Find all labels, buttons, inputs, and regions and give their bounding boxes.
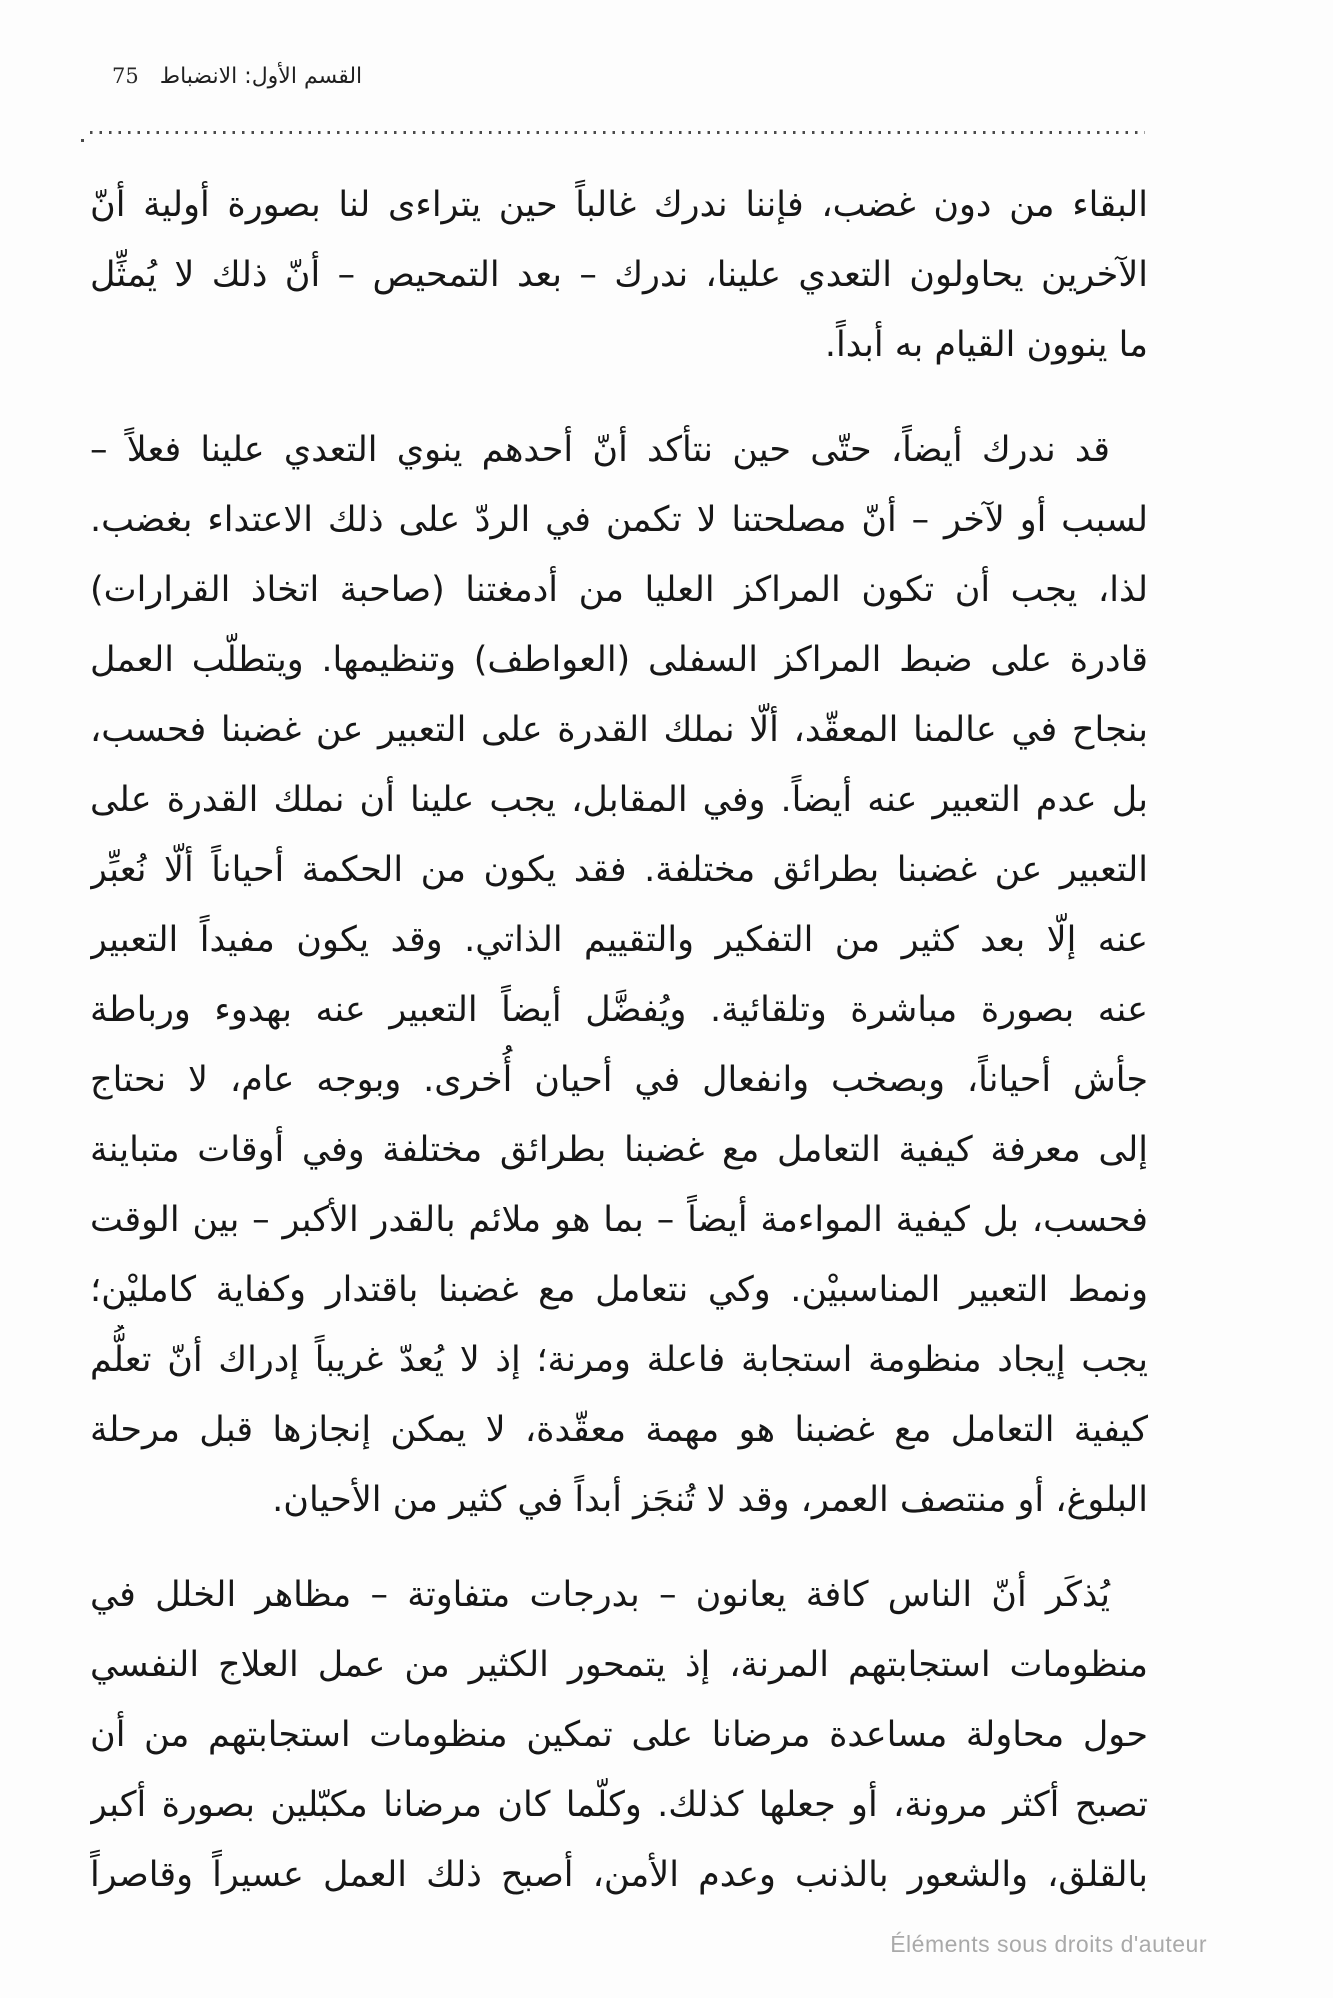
running-header [90, 64, 1148, 89]
text-line: لذا، يجب أن تكون المراكز العليا من أدمغتنا (صاحبة اتخاذ القرارات) [90, 570, 1148, 610]
text-line: جأش أحياناً، وبصخب وانفعال في أحيان أُخرى. وبوجه عام، لا نحتاج [90, 1060, 1148, 1100]
text-line: يُذكَر أنّ الناس كافة يعانون – بدرجات متفاوتة – مظاهر الخلل في [90, 1575, 1110, 1615]
text-line: بنجاح في عالمنا المعقّد، ألّا نملك القدرة على التعبير عن غضبنا فحسب، [90, 710, 1148, 750]
text-line: ما ينوون القيام به أبداً. [824, 325, 1148, 365]
text-line: البلوغ، أو منتصف العمر، وقد لا تُنجَز أبداً في كثير من الأحيان. [272, 1480, 1148, 1520]
paragraph [90, 1560, 1148, 1910]
text-line: كيفية التعامل مع غضبنا هو مهمة معقّدة، لا يمكن إنجازها قبل مرحلة [90, 1410, 1148, 1450]
text-line: عنه بصورة مباشرة وتلقائية. ويُفضَّل أيضاً التعبير عنه بهدوء ورباطة [90, 990, 1148, 1030]
text-line: ونمط التعبير المناسبيْن. وكي نتعامل مع غضبنا باقتدار وكفاية كامليْن؛ [90, 1270, 1148, 1310]
page-body [90, 170, 1148, 1910]
text-line: يجب إيجاد منظومة استجابة فاعلة ومرنة؛ إذ لا يُعدّ غريباً إدراك أنّ تعلُّم [90, 1340, 1148, 1380]
text-line: تصبح أكثر مرونة، أو جعلها كذلك. وكلّما كان مرضانا مكبّلين بصورة أكبر [90, 1785, 1148, 1825]
text-line: عنه إلّا بعد كثير من التفكير والتقييم الذاتي. وقد يكون مفيداً التعبير [90, 920, 1148, 960]
section-title: القسم الأول: الانضباط [159, 64, 363, 89]
text-line: منظومات استجابتهم المرنة، إذ يتمحور الكثير من عمل العلاج النفسي [90, 1645, 1148, 1685]
text-line: التعبير عن غضبنا بطرائق مختلفة. فقد يكون من الحكمة أحياناً ألّا نُعبِّر [90, 850, 1148, 890]
text-line: إلى معرفة كيفية التعامل مع غضبنا بطرائق مختلفة وفي أوقات متباينة [90, 1130, 1148, 1170]
dotted-divider [90, 131, 1145, 134]
divider-stray-dot [81, 139, 84, 142]
paragraph [90, 415, 1148, 1535]
text-line: حول محاولة مساعدة مرضانا على تمكين منظومات استجابتهم من أن [90, 1715, 1148, 1755]
text-line: قد ندرك أيضاً، حتّى حين نتأكد أنّ أحدهم ينوي التعدي علينا فعلاً – [90, 430, 1110, 470]
text-line: قادرة على ضبط المراكز السفلى (العواطف) وتنظيمها. ويتطلّب العمل [90, 640, 1148, 680]
text-line: لسبب أو لآخر – أنّ مصلحتنا لا تكمن في الردّ على ذلك الاعتداء بغضب. [90, 500, 1148, 540]
copyright-notice: Éléments sous droits d'auteur [890, 1931, 1207, 1957]
text-line: بل عدم التعبير عنه أيضاً. وفي المقابل، يجب علينا أن نملك القدرة على [90, 780, 1148, 820]
text-line: الآخرين يحاولون التعدي علينا، ندرك – بعد التمحيص – أنّ ذلك لا يُمثِّل [90, 255, 1148, 295]
text-line: فحسب، بل كيفية المواءمة أيضاً – بما هو ملائم بالقدر الأكبر – بين الوقت [90, 1200, 1148, 1240]
text-line: بالقلق، والشعور بالذنب وعدم الأمن، أصبح ذلك العمل عسيراً وقاصراً [90, 1855, 1148, 1895]
page-number: 75 [112, 64, 139, 88]
paragraph [90, 170, 1148, 380]
text-line: البقاء من دون غضب، فإننا ندرك غالباً حين يتراءى لنا بصورة أولية أنّ [90, 185, 1148, 225]
